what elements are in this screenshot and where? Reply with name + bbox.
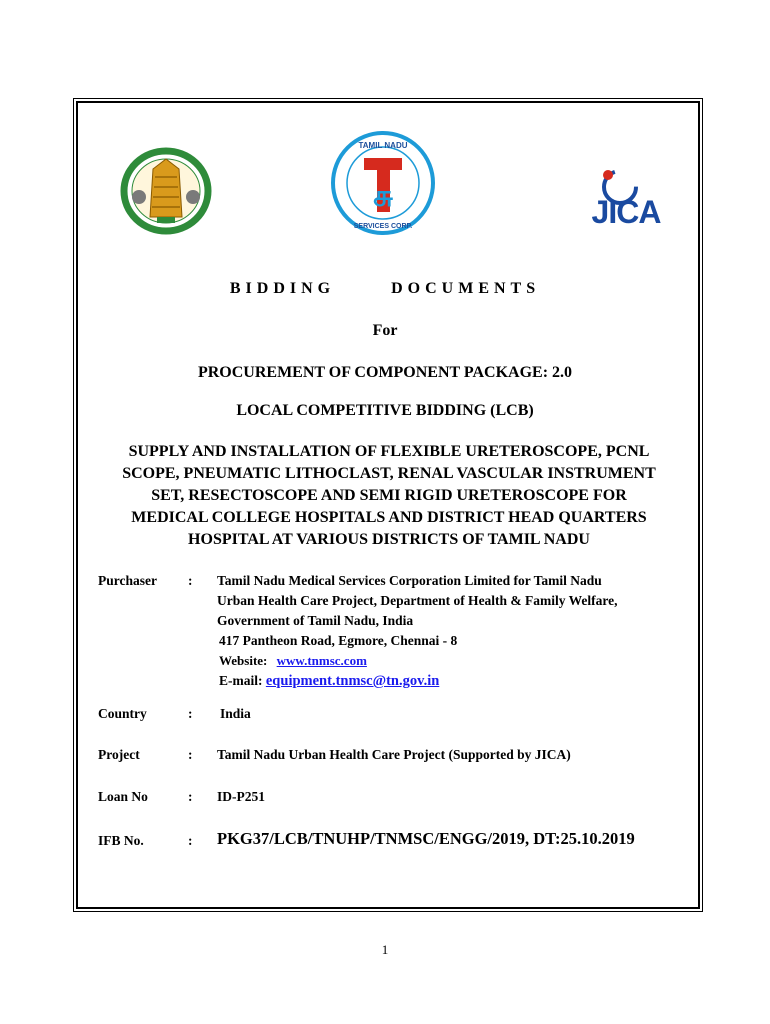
purchaser-label: Purchaser [98, 573, 157, 588]
colon: : [188, 789, 193, 804]
website-label: Website: [219, 653, 268, 668]
title-documents: DOCUMENTS [391, 280, 541, 297]
country-value: India [220, 706, 251, 721]
svg-text:SERVICES CORP.: SERVICES CORP. [353, 223, 413, 230]
svg-text:JICA: JICA [591, 194, 661, 230]
loan-value: ID-P251 [217, 789, 265, 804]
purchaser-line: 417 Pantheon Road, Egmore, Chennai - 8 [219, 633, 458, 648]
email-label: E-mail: [219, 673, 263, 688]
subject-line: MEDICAL COLLEGE HOSPITALS AND DISTRICT HEAD QUARTERS [131, 509, 647, 526]
tamil-nadu-emblem-logo [117, 147, 215, 239]
jica-logo [576, 161, 676, 233]
ifb-label: IFB No. [98, 833, 144, 848]
subject-line: HOSPITAL AT VARIOUS DISTRICTS OF TAMIL NADU [188, 531, 590, 548]
tnmsc-logo [330, 128, 436, 238]
project-label: Project [98, 747, 140, 762]
svg-text:TAMIL NADU: TAMIL NADU [358, 141, 408, 150]
loan-label: Loan No [98, 789, 148, 804]
ifb-value: PKG37/LCB/TNUHP/TNMSC/ENGG/2019, DT:25.10.2019 [217, 829, 635, 848]
subject-block [84, 441, 694, 551]
colon: : [188, 747, 193, 762]
subject-line: SET, RESECTOSCOPE AND SEMI RIGID URETEROSCOPE FOR [151, 487, 627, 504]
colon: : [188, 573, 193, 588]
purchaser-line: Government of Tamil Nadu, India [217, 613, 414, 628]
purchaser-value [217, 571, 618, 691]
subject-line: SCOPE, PNEUMATIC LITHOCLAST, RENAL VASCULAR INSTRUMENT [122, 465, 656, 482]
website-link[interactable]: www.tnmsc.com [276, 653, 367, 668]
purchaser-line: Tamil Nadu Medical Services Corporation Limited for Tamil Nadu [217, 573, 602, 588]
title-bidding: BIDDING [229, 280, 336, 297]
email-link[interactable]: equipment.tnmsc@tn.gov.in [265, 673, 440, 689]
website-line [217, 651, 618, 671]
colon: : [188, 833, 193, 848]
project-value: Tamil Nadu Urban Health Care Project (Supported by JICA) [217, 747, 571, 762]
purchaser-line: Urban Health Care Project, Department of Health & Family Welfare, [217, 593, 618, 608]
page-number: 1 [381, 942, 389, 957]
document-title [0, 280, 770, 298]
subject-line: SUPPLY AND INSTALLATION OF FLEXIBLE URETEROSCOPE, PCNL [128, 443, 650, 460]
colon: : [188, 706, 193, 721]
bidding-method-heading: LOCAL COMPETITIVE BIDDING (LCB) [236, 402, 534, 419]
email-line [217, 671, 618, 691]
procurement-heading: PROCUREMENT OF COMPONENT PACKAGE: 2.0 [197, 364, 573, 381]
for-text: For [372, 322, 398, 339]
svg-text:சு: சு [373, 179, 393, 214]
country-label: Country [98, 706, 147, 721]
